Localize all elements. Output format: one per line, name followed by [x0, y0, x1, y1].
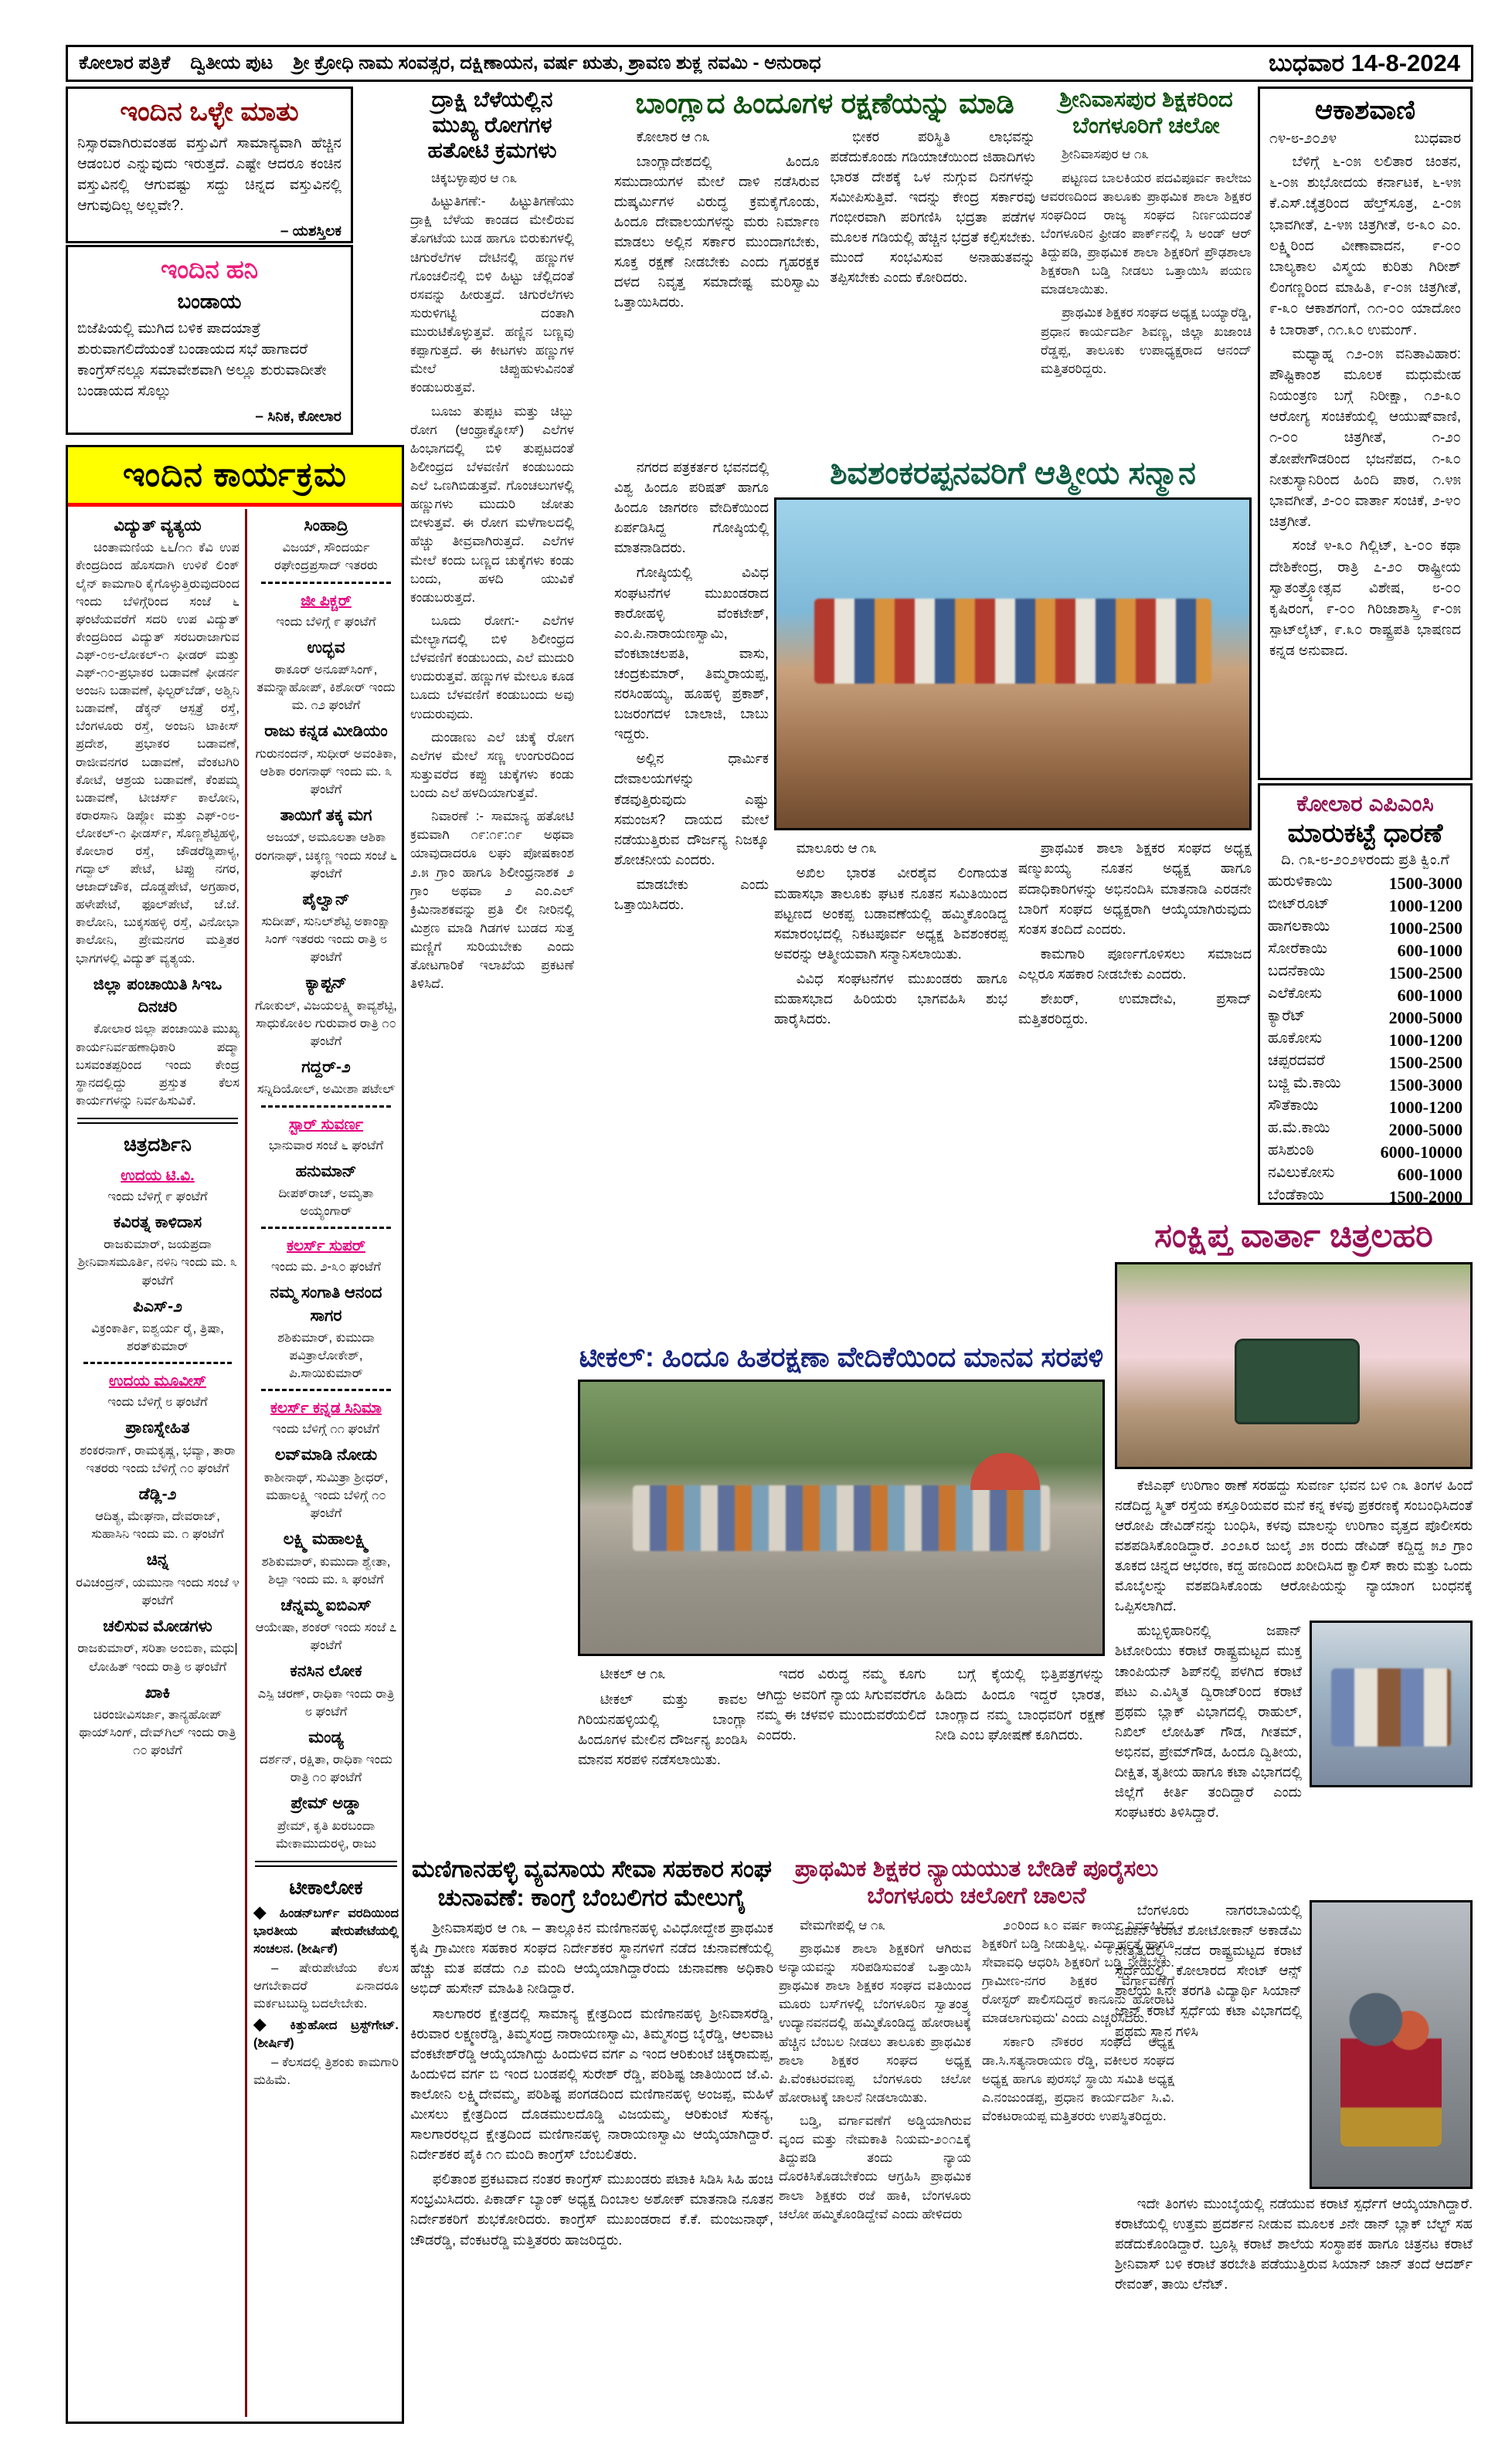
program-item: ಲವ್‌ಮಾಡಿ ನೋಡು [274, 1446, 378, 1464]
market-row [1268, 1074, 1463, 1096]
paragraph: ಸಾಲಗಾರರ ಕ್ಷೇತ್ರದಲ್ಲಿ ಸಾಮಾನ್ಯ ಕ್ಷೇತ್ರದಿಂದ ಮಣಿಗಾನಹಳ್ಳಿ ಶ್ರೀನಿವಾಸರೆಡ್ಡಿ, ಕಿರುವಾರ ಲಕ್ಷ್ಮಣರೆಡ್ಡಿ, ತಿಮ್ಮಸಂದ್ರ ನಾರಾಯಣಸ್ವಾಮಿ, ತಿಮ್ಮಸಂದ್ರ ಬೈರೆಡ್ಡಿ, ಆಲವಾಟ ವೆಂಕಟೇಶ್‌ರೆಡ್ಡಿ ಆಯ್ಕೆಯಾಗಿದ್ದು ಹಿಂದುಳಿದ ವರ್ಗ ಎ ಇಂದ ಆರಿಕುಂಟೆ ಚಿಕ್ಕರಾಮಪ್ಪ, ಹಿಂದುಳಿದ ವರ್ಗ ಬಿ ಇಂದ ಬಂಡಪಲ್ಲಿ ಸುರೇಶ್ ರೆಡ್ಡಿ, ಪರಿಶಿಷ್ಟ ಜಾತಿಯಿಂದ ಜೆ.ವಿ. ಕಾಲೋನಿ ಲಕ್ಷ್ಮಿದೇವಮ್ಮ, ಪರಿಶಿಷ್ಟ ಪಂಗಡದಿಂದ ಮಣಿಗಾನಹಳ್ಳಿ ಅಂಜಪ್ಪ, ಮಹಿಳೆ ಮೀಸಲು ಕ್ಷೇತ್ರದಿಂದ ದೊಡಮುಲದೊಡ್ಡಿ ವಿಜಯಮ್ಮ, ಆರಿಕುಂಟೆ ಸುಕನ್ಯ, ಸಾಲಗಾರರಲ್ಲದ ಕ್ಷೇತ್ರದಿಂದ ಮಣಿಗಾನಹಳ್ಳಿ ನಾರಾಯಣಸ್ವಾಮಿ ಆಯ್ಕೆಯಾಗಿದ್ದಾರೆ. ನಿರ್ದೇಶಕರ ಪೈಕಿ ೧೧ ಮಂದಿ ಕಾಂಗ್ರೆಸ್ ಬೆಂಬಲಿತರು. [410, 2005, 773, 2163]
price-range: 2000-5000 [1388, 1008, 1463, 1028]
police-station-photo [1115, 1262, 1473, 1469]
article-tekal [578, 1341, 1105, 1851]
market-row [1268, 872, 1463, 894]
program-item: ರಾಜಕುಮಾರ್, ಜಯಪ್ರದಾ ಶ್ರೀನಿವಾಸಮೂರ್ತಿ, ನಳಿನಿ ಇಂದು ಮ. ೩ ಘಂಟೆಗೆ [77, 1237, 238, 1288]
program-item: ರಾಜು ಕನ್ನಡ ಮೀಡಿಯಂ [264, 722, 388, 741]
program-item: ದೀಪಕ್‌ರಾಜ್, ಅಮೃತಾ ಅಯ್ಯಂಗಾರ್ [278, 1186, 374, 1219]
commodity-name: ಸೌತೆಕಾಯಿ [1268, 1097, 1319, 1115]
program-item: ಇಂದು ಬೆಳಿಗ್ಗೆ ೮ ಘಂಟೆಗೆ [107, 1395, 208, 1410]
article-bangla-continued [614, 457, 769, 1335]
program-item [261, 582, 391, 584]
program-item: ಗುರುನಂದನ್, ಸುಧೀರ್ ಅವಂತಿಕಾ, ಆಶಿಕಾ ರಂಗನಾಥ್ ಇಂದು ಮ. ೩ ಘಂಟೆಗೆ [255, 746, 397, 796]
market-row [1268, 1096, 1463, 1118]
hani-subtitle: ಬಂಡಾಯ [177, 290, 242, 313]
price-range: 1000-1200 [1388, 1098, 1463, 1118]
program-item: ನಮ್ಮ ಸಂಗಾತಿ ಆನಂದ ಸಾಗರ [270, 1284, 382, 1325]
hani-author: – ಸಿನಿಕ, ಕೋಲಾರ [255, 408, 341, 425]
program-item: ಕ್ಯಾಪ್ಟನ್ [305, 974, 347, 993]
teachers-col1 [779, 1916, 971, 2228]
shiva-col2 [1018, 838, 1252, 1033]
commodity-name: ಬದನೆಕಾಯಿ [1268, 962, 1326, 980]
program-item: ◆ ಹಿಂಡನ್‌ಬರ್ಗ್ ವರದಿಯಿಂದ ಭಾರತೀಯ ಷೇರುಪೇಟೆಯಲ್ಲಿ ಸಂಚಲನ. (ಶೀರ್ಷಿಕೆ) [253, 1906, 399, 1957]
program-item [261, 1105, 391, 1108]
program-item: ಡೆಡ್ಲಿ-೨ [138, 1485, 177, 1503]
program-item: ಉದಯ ಟಿ.ವಿ. [121, 1166, 195, 1184]
market-row [1268, 917, 1463, 939]
paragraph: ಮಾಲೂರು ಆ ೧೩ [796, 840, 877, 857]
paragraph: ಅಲ್ಲಿನ ಧಾರ್ಮಿಕ ದೇವಾಲಯಗಳನ್ನು ಕೆಡವುತ್ತಿರುವುದು ಎಷ್ಟು ಸಮಂಜಸ? ದಾಯದ ಮೇಲೆ ನಡೆಯುತ್ತಿರುವ ದೌರ್ಜನ್ಯ ನಿಜಕ್ಕೂ ಶೋಚನೀಯ ಎಂದರು. [614, 751, 769, 867]
program-header [68, 447, 402, 507]
article-bangla [614, 87, 1035, 451]
program-item [77, 1118, 238, 1124]
commodity-name: ಬಜ್ಜಿ ಮೆ.ಕಾಯಿ [1268, 1074, 1341, 1092]
commodity-name: ನವಿಲುಕೋಸು [1268, 1164, 1335, 1182]
program-item: ಕೋಲಾರ ಜಿಲ್ಲಾ ಪಂಚಾಯಿತಿ ಮುಖ್ಯ ಕಾರ್ಯನಿರ್ವಹಣಾಧಿಕಾರಿ ಪದ್ಮಾ ಬಸವಂತಪ್ಪರಿಂದ ಇಂದು ಕೇಂದ್ರ ಸ್ಥಾನದಲ್ಲಿದ್ದು ಪ್ರಸ್ತುತ ಕೆಲಸ ಕಾರ್ಯಗಳನ್ನು ನಿರ್ವಹಿಸುವಿಕೆ. [76, 1022, 240, 1108]
award-ceremony-photo [1310, 1621, 1473, 1787]
program-item: ಕನಸಿನ ಲೋಕ [290, 1662, 362, 1681]
article-shivashankarappa [774, 454, 1252, 1336]
program-divider [245, 509, 247, 2417]
schedule-paragraph: ಮಧ್ಯಾಹ್ನ ೧೨-೦೫ ವನಿತಾವಿಹಾರ: ಪೌಷ್ಟಿಕಾಂಶ ಮೂಲಕ ಮಧುಮೇಹ ನಿಯಂತ್ರಣ ಬಗ್ಗೆ ನಿರೀಕ್ಷಾ, ೧೨-೩೦ ಆರೋಗ್ಯ ಸಂಚಿಕೆಯಲ್ಲಿ ಆಯುಷ್‌ವಾಣಿ, ೧-೦೦ ಚಿತ್ರಗೀತೆ, ೧-೨೦ ತೋಪೇಗೌಡರಿಂದ ಭಜನೆಪದ, ೧-೩೦ ನೀತುಸ್ಯಾನಿರಿಂದ ಹಿಂದಿ ಪಾಠ, ೧.೪೫ ಭಾವಗೀತೆ, ೨-೦೦ ವಾರ್ತಾ ಸಂಚಿಕೆ, ೨-೪೦ ಚಿತ್ರಗೀತೆ. [1269, 344, 1461, 530]
program-item: ಪೈಲ್ವಾನ್ [302, 890, 350, 908]
market-row [1268, 984, 1463, 1006]
program-columns [68, 509, 402, 2417]
tekal-headline: ಟೀಕಲ್: ಹಿಂದೂ ಹಿತರಕ್ಷಣಾ ವೇದಿಕೆಯಿಂದ ಮಾನವ ಸರಪಳಿ [579, 1341, 1104, 1373]
section-chitralahari [1115, 1217, 1473, 1895]
program-item: ವಿಜಯ್, ಸೌಂದರ್ಯ ರಘೇಂದ್ರಪ್ರಸಾದ್ ಇತರರು [274, 541, 378, 573]
program-item: ಸಿಂಹಾದ್ರಿ [304, 517, 348, 535]
tekal-col2 [756, 1664, 926, 1773]
commodity-name: ಹ.ಮೆ.ಕಾಯಿ [1268, 1119, 1330, 1137]
felicitation-group-photo [774, 497, 1252, 830]
paragraph: ಭೀಕರ ಪರಿಸ್ಥಿತಿ ಲಾಭವನ್ನು ಪಡೆದುಕೊಂಡು ಗಡಿಯಾಚೆಯಿಂದ ಜಿಹಾದಿಗಳು ಭಾರತ ದೇಶಕ್ಕೆ ಒಳ ನುಗ್ಗುವ ದಿನಗಳನ್ನು ಸಮೀಪಿಸುತ್ತಿವೆ. ಇದನ್ನು ಕೇಂದ್ರ ಸರ್ಕಾರವು ಗಂಭೀರವಾಗಿ ಪರಿಗಣಿಸಿ ಭದ್ರತಾ ಪಡೆಗಳ ಮೂಲಕ ಗಡಿಯಲ್ಲಿ ಹೆಚ್ಚಿನ ಭದ್ರತೆ ಕಲ್ಪಿಸಬೇಕು. ಮುಂದೆ ಸಂಭವಿಸುವ ಅನಾಹುತವನ್ನು ತಪ್ಪಿಸಬೇಕು ಎಂದು ಕೋರಿದರು. [830, 128, 1035, 286]
paragraph: ನಿವಾರಣೆ :- ಸಾಮಾನ್ಯ ಹತೋಟಿ ಕ್ರಮವಾಗಿ ೧೯:೧೯:೧೯ ಅಥವಾ ಯಾವುದಾದರೂ ಲಘು ಪೋಷಕಾಂಶ ೨.೫ ಗ್ರಾಂ ಹಾಗೂ ಶಿಲೀಂಧ್ರನಾಶಕ ೨ ಗ್ರಾಂ ಅಥವಾ ೨ ಎಂ.ಎಲ್ ಕ್ರಿಮಿನಾಶಕವನ್ನು ಪ್ರತಿ ಲೀ ನೀರಿನಲ್ಲಿ ಮಿಶ್ರಣ ಮಾಡಿ ಗಿಡಗಳ ಬುಡದ ಸುತ್ತ ಮಣ್ಣಿಗೆ ಸುರಿಯಬೇಕು ಎಂದು ತೋಟಗಾರಿಕೆ ಇಲಾಖೆಯ ಪ್ರಕಟಣೆ ತಿಳಿಸಿದೆ. [410, 809, 574, 992]
market-row [1268, 1163, 1463, 1186]
program-item: ಕಲರ್ಸ್ ಕನ್ನಡ ಸಿನಿಮಾ [270, 1400, 382, 1417]
program-item: ಜಿಲ್ಲಾ ಪಂಚಾಯಿತಿ ಸಿಇಒ ದಿನಚರಿ [93, 975, 223, 1016]
bangla-headline: ಬಾಂಗ್ಲಾದ ಹಿಂದೂಗಳ ರಕ್ಷಣೆಯನ್ನು ಮಾಡಿ [635, 87, 1014, 119]
program-item: – ಷೇರುಪೇಟೆಯ ಕೆಲಸ ಆಗಬೇಕಾದರೆ ಏನಾದರೂ ಮರ್ಕಟಬುದ್ಧಿ ಬದಲೇಬೇಕು. [253, 1961, 399, 2011]
karate-closing-paragraph: ಇದೇ ತಿಂಗಳು ಮುಂಬೈಯಲ್ಲಿ ನಡೆಯುವ ಕರಾಟೆ ಸ್ಪರ್ಧೆಗೆ ಆಯ್ಕೆಯಾಗಿದ್ದಾರೆ. ಕರಾಟೆಯಲ್ಲಿ ಉತ್ತಮ ಪ್ರದರ್ಶನ ನೀಡುವ ಮೂಲಕ ೨ನೇ ಡಾನ್ ಬ್ಲಾಕ್ ಬೆಲ್ಟ್ ಸಹ ಪಡೆದುಕೊಂಡಿದ್ದಾರೆ. ಬ್ರೂಸ್ಲಿ ಕರಾಟೆ ಶಾಲೆಯ ಸಂಸ್ಥಾಪಕ ಹಾಗೂ ಚಿತ್ರನಟ ಕರಾಟೆ ಶ್ರೀನಿವಾಸ್ ಬಳಿ ಕರಾಟೆ ತರಬೇತಿ ಪಡೆಯುತ್ತಿರುವ ಸಿಯಾನ್ ಜಾನ್ ತಂದೆ ಆದರ್ಶ್ ರೇವಂತ್, ತಾಯಿ ಲೆನೆಟ್. [1115, 2196, 1473, 2293]
market-row [1268, 894, 1463, 917]
program-item: ಚಿಂತಾಮಣಿಯ ೬೬/೧೧ ಕೆವಿ ಉಪ ಕೇಂದ್ರದಿಂದ ಹೊಸದಾಗಿ ಉಳಿಕೆ ಲಿಂಕ್ ಲೈನ್ ಕಾಮಗಾರಿ ಕೈಗೊಳ್ಳುತ್ತಿರುವುದರಿಂದ ಇಂದು ಬೆಳಿಗ್ಗೆರಿಂದ ಸಂಜೆ ೬ ಘಂಟೆಯವರೆಗೆ ಸದರಿ ಉಪ ವಿದ್ಯುತ್ ಕೇಂದ್ರದಿಂದ ವಿದ್ಯುತ್ ಸರಬರಾಜಾಗುವ ಎಫ್-೦೮-ಲೋಕಲ್-೧ ಫೀಡರ್ ಮತ್ತು ಎಫ್-೧೦-ಪ್ರಭಾಕರ ಬಡಾವಣೆ ಫೀಡರ್ನ ಅಂಜನಿ ಬಡಾವಣೆ, ಫಿಲ್ಟರ್‌ಬೆಡ್, ಅಶ್ವಿನಿ ಬಡಾವಣೆ, ಡೆಕ್ಕನ್ ಆಸ್ಪತ್ರೆ ರಸ್ತೆ, ಬೆಂಗಳೂರು ರಸ್ತೆ, ಅಂಜನಿ ಟಾಕೀಸ್ ಪ್ರದೇಶ, ಪ್ರಭಾಕರ ಬಡಾವಣೆ, ರಾಜೀವನಗರ ಬಡಾವಣೆ, ವೆಂಕಟಗಿರಿ ಕೋಟೆ, ಆಶ್ರಯ ಬಡಾವಣೆ, ಕೆಂಪಮ್ಮ ಬಡಾವಣೆ, ಟೀಚರ್ಸ್ ಕಾಲೋನಿ, ಕರಾರಸಾನಿ ಡಿಪ್ಲೋ ಮತ್ತು ಎಫ್-೦೮-ಲೋಕಲ್-೧ ಫೀಡರ್ಸ್, ಸೊಣ್ಣಶೆಟ್ಟಿಹಳ್ಳಿ, ಕೋಲಾರ ರಸ್ತೆ, ಚೌಡರೆಡ್ಡಿಪಾಳ್ಯ, ಗದ್ವಾಲ್ ಪೇಟೆ, ಟಿಪ್ಪು ನಗರ, ಆಜಾದ್‌ಚೌಕ, ದೊಡ್ಡಪೇಟೆ, ಅಗ್ರಹಾರ, ಹಳೇಪೇಟೆ, ಫೂಲ್‌ಪೇಟೆ, ಜೆ.ಜೆ. ಕಾಲೋನಿ, ಬುಕ್ಕಸಹಳ್ಳಿ ರಸ್ತೆ, ವಿನೋಭಾ ಕಾಲೋನಿ, ಪ್ರೇಮನಗರ ಮತ್ತಿತರ ಭಾಗಗಳಲ್ಲಿ ವಿದ್ಯುತ್ ವ್ಯತ್ಯಯ. [76, 541, 240, 966]
program-item: ರಾಜಕುಮಾರ್, ಸರಿತಾ ಅಂಬಿಕಾ, ಮಧು|ಲೋಹಿತ್ ಇಂದು ರಾತ್ರಿ ೮ ಘಂಟೆಗೆ [77, 1641, 238, 1674]
bangla-col1 [614, 127, 820, 317]
panchanga-line: ಶ್ರೀ ಕ್ರೋಧಿ ನಾಮ ಸಂವತ್ಸರ, ದಕ್ಷಿಣಾಯನ, ವರ್ಷ ಋತು, ಶ್ರಾವಣ ಶುಕ್ಲ ನವಮಿ - ಅನುರಾಧ [293, 53, 821, 73]
paragraph: ಪ್ರಾಥಮಿಕ ಶಾಲಾ ಶಿಕ್ಷಕರ ಸಂಘದ ಅಧ್ಯಕ್ಷ ಷಣ್ಮುಖಯ್ಯ ನೂತನ ಅಧ್ಯಕ್ಷ ಹಾಗೂ ಪದಾಧಿಕಾರಿಗಳನ್ನು ಅಭಿನಂದಿಸಿ ಮಾತನಾಡಿ ಎರಡನೇ ಬಾರಿಗೆ ಸಂಘದ ಅಧ್ಯಕ್ಷರಾಗಿ ಆಯ್ಕೆಯಾಗಿರುವುದು ಸಂತಸ ತಂದಿದೆ ಎಂದರು. [1018, 840, 1252, 937]
paragraph: ಶೇಖರ್, ಉಮಾದೇವಿ, ಪ್ರಸಾದ್ ಮತ್ತಿತರರಿದ್ದರು. [1018, 991, 1252, 1027]
paragraph: ಬಾಂಗ್ಲಾದೇಶದಲ್ಲಿ ಹಿಂದೂ ಸಮುದಾಯಗಳ ಮೇಲೆ ದಾಳಿ ನಡೆಸಿರುವ ದುಷ್ಕರ್ಮಿಗಳ ವಿರುದ್ಧ ಕ್ರಮಕೈಗೊಂಡು, ಹಿಂದೂ ದೇವಾಲಯಗಳನ್ನು ಮರು ನಿರ್ಮಾಣ ಮಾಡಲು ಅಲ್ಲಿನ ಸರ್ಕಾರ ಮುಂದಾಗಬೇಕು, ಸೂಕ್ತ ರಕ್ಷಣೆ ನೀಡಬೇಕು ಎಂದು ಗೃಹರಕ್ಷಕ ದಳದ ನಿವೃತ್ತ ಸಮಾದೇಷ್ಟ ಮರಿಸ್ವಾಮಿ ಒತ್ತಾಯಿಸಿದರು. [614, 153, 820, 311]
kgf-theft-paragraph: ಕೆಜಿಎಫ್ ಉರಿಗಾಂ ಠಾಣೆ ಸರಹದ್ದು ಸುವರ್ಣ ಭವನ ಬಳಿ ೧೩ ತಿಂಗಳ ಹಿಂದೆ ನಡೆದಿದ್ದ ಸ್ಮಿತ್ ರಸ್ತೆಯ ಕಸ್ತೂರಿಯವರ ಮನೆ ಕನ್ನ ಕಳವು ಪ್ರಕರಣಕ್ಕೆ ಸಂಬಂಧಿಸಿದಂತೆ ಆರೋಪಿ ಡೇವಿಡ್‌ನನ್ನು ಬಂಧಿಸಿ, ಕಳವು ಮಾಲನ್ನು ಉರಿಗಾಂ ವೃತ್ತದ ಪೊಲೀಸರು ವಶಪಡಿಸಿಕೊಂಡಿದ್ದಾರೆ. ೨೦೨೩ರ ಜುಲೈ ೨೫ ರಂದು ಡೇವಿಡ್ ಕದ್ದಿದ್ದ ೫೨ ಗ್ರಾಂ ತೂಕದ ಚಿನ್ನದ ಆಭರಣ, ಕದ್ದ ಹಣದಿಂದ ಖರೀದಿಸಿದ ಕ್ವಾಲಿಸ್ ಕಾರು ಮತ್ತು ಒಂದು ಮೊಬೈಲನ್ನು ವಶಪಡಿಸಿಕೊಂಡು ಆರೋಪಿಯನ್ನು ನ್ಯಾಯಾಂಗ ಬಂಧನಕ್ಕೆ ಒಪ್ಪಿಸಲಾಗಿದೆ. [1115, 1477, 1473, 1614]
program-item: ಇಂದು ಬೆಳಿಗ್ಗೆ ೯ ಘಂಟೆಗೆ [107, 1189, 208, 1203]
program-item: ಅಜಯ್, ಅಮೂಲತಾ ಆಶಿಕಾ ರಂಗನಾಥ್, ಚಿಕ್ಕಣ್ಣ ಇಂದು ಸಂಜೆ ೬ ಘಂಟೆಗೆ [255, 830, 397, 881]
tekal-col1 [578, 1664, 747, 1773]
paragraph: ಪಟ್ಟಣದ ಬಾಲಕಿಯರ ಪದವಿಪೂರ್ವ ಕಾಲೇಜು ಆವರಣದಿಂದ ತಾಲೂಕು ಪ್ರಾಥಮಿಕ ಶಾಲಾ ಶಿಕ್ಷಕರ ಸಂಘದಿಂದ ರಾಜ್ಯ ಸಂಘದ ನಿರ್ಣಯದಂತೆ ಬೆಂಗಳೂರಿನ ಫ್ರೀಡಂ ಪಾರ್ಕ್‌ನಲ್ಲಿ ಸಿ ಅಂಡ್ ಆರ್ ತಿದ್ದುಪಡಿ, ಪ್ರಾಥಮಿಕ ಶಾಲಾ ಶಿಕ್ಷಕರಿಗೆ ಪ್ರೌಢಶಾಲಾ ಶಿಕ್ಷಕರಾಗಿ ಬಡ್ತಿ ನೀಡಲು ಒತ್ತಾಯಿಸಿ ಪಯಣ ಮಾಡಲಾಯಿತು. [1041, 170, 1252, 297]
market-row [1268, 962, 1463, 984]
market-row [1268, 1051, 1463, 1074]
program-item: ಇಂದು ಬೆಳಿಗ್ಗೆ ೧೧ ಘಂಟೆಗೆ [272, 1422, 380, 1437]
program-item: ಆಯೇಷಾ, ಶಂಕರ್ ಇಂದು ಸಂಜೆ ೭ ಘಂಟೆಗೆ [255, 1621, 397, 1653]
commodity-name: ಹಾಗಲಕಾಯಿ [1268, 918, 1330, 935]
program-item: ಚೆನ್ನಮ್ಮ ಐಬಿಎಸ್ [280, 1596, 372, 1614]
program-item: ಪಿಎಸ್-೨ [133, 1297, 182, 1315]
market-table [1268, 872, 1463, 1205]
karate-shotokan-paragraph: ಬೆಂಗಳೂರು ನಾಗರಬಾವಿಯಲ್ಲಿ ಜಪಾನ್ ಕರಾಟೆ ಶೋಟೋಕಾನ್ ಅಕಾಡೆಮಿ ನೇತೃತ್ವದಲ್ಲಿ ನಡೆದ ರಾಷ್ಟ್ರಮಟ್ಟದ ಕರಾಟೆ ಸ್ಪರ್ಧೆಯಲ್ಲಿ ಕೋಲಾರದ ಸೇಂಟ್ ಆನ್ಸ್ ಶಾಲೆಯ ೩ನೇ ತರಗತಿ ವಿದ್ಯಾರ್ಥಿ ಸಿಯಾನ್ ಜಾನ್ ಕರಾಟೆ ಸ್ಪರ್ಧೆಯ ಕಟಾ ವಿಭಾಗದಲ್ಲಿ ಪ್ರಥಮ ಸ್ಥಾನ ಗಳಿಸಿ [1115, 1902, 1302, 2039]
akashavani-box [1258, 87, 1473, 780]
human-chain-photo [578, 1380, 1105, 1656]
commodity-name: ಹಸಿಶುಂಠಿ [1268, 1142, 1314, 1159]
program-item: ಪ್ರೇಮ್ ಅಡ್ಡಾ [290, 1794, 362, 1813]
apmc-title: ಕೋಲಾರ ಎಪಿಎಂಸಿ [1296, 792, 1434, 816]
paragraph: ಕೋಲಾರ ಆ ೧೩ [636, 128, 710, 144]
program-item: ಶಶಿಕುಮಾರ್, ಕುಮುದಾ ಶ್ವೇತಾ, ಶಿಲ್ಪಾ ಇಂದು ಮ. ೩ ಘಂಟೆಗೆ [261, 1554, 391, 1587]
srini-headline: ಶ್ರೀನಿವಾಸಪುರ ಶಿಕ್ಷಕರಿಂದ ಬೆಂಗಳೂರಿಗೆ ಚಲೋ [1059, 87, 1233, 139]
akashavani-day: ಬುಧವಾರ [1414, 131, 1461, 147]
price-range: 2000-5000 [1388, 1120, 1463, 1140]
program-item: ಚಿರಂಜೀವಿಸರ್ಜಾ, ತಾನ್ಯಹೋಪ್ ಥಾಯ್‌ಸಿಂಗ್, ದೇವ್‌ಗಿಲ್ ಇಂದು ರಾತ್ರಿ ೧೦ ಘಂಟೆಗೆ [79, 1708, 236, 1758]
program-right-column [253, 509, 399, 2417]
program-item: – ಕೆಲಸದಲ್ಲಿ ತ್ರಿಶಂಕು ಕಾಮಗಾರಿ ಮಹಿಮೆ. [253, 2055, 399, 2087]
program-item: ಸನ್ನಿದಿಯೋಲ್, ಅಮೀಶಾ ಪಟೇಲ್ [256, 1082, 396, 1097]
paragraph: ಬೂದು ರೋಗ:- ಎಲೆಗಳ ಮೇಲ್ಭಾಗದಲ್ಲಿ ಬಿಳಿ ಶಿಲೀಂಧ್ರದ ಬೆಳವಣಿಗೆ ಕಂಡುಬಂದು, ಎಲೆ ಮುದುರಿ ಉದುರುತ್ತವೆ. ಹಣ್ಣುಗಳ ಮೇಲೂ ಕೂಡ ಬೂದು ಬೆಳವಣಿಗೆ ಕಂಡುಬಂದು ಅವು ಉದುರುವುದು. [410, 613, 574, 721]
drakshi-body [410, 169, 574, 993]
manigana-body [410, 1918, 773, 2250]
paragraph: ನಗರದ ಪತ್ರಕರ್ತರ ಭವನದಲ್ಲಿ ವಿಶ್ವ ಹಿಂದೂ ಪರಿಷತ್ ಹಾಗೂ ಹಿಂದೂ ಜಾಗರಣ ವೇದಿಕೆಯಿಂದ ಏರ್ಪಡಿಸಿದ್ದ ಗೋಷ್ಠಿಯಲ್ಲಿ ಮಾತನಾಡಿದರು. [614, 460, 769, 556]
manigana-headline: ಮಣಿಗಾನಹಳ್ಳಿ ವ್ಯವಸಾಯ ಸೇವಾ ಸಹಕಾರ ಸಂಘ ಚುನಾವಣೆ: ಕಾಂಗ್ರೆ ಬೆಂಬಲಿಗರ ಮೇಲುಗೈ [411, 1855, 773, 1911]
paragraph: ಟೀಕಲ್ ಆ ೧೩ [600, 1666, 666, 1682]
program-item: ಇಂದು ಬೆಳಿಗ್ಗೆ ೯ ಘಂಟೆಗೆ [276, 614, 376, 629]
program-item: ಭಾನುವಾರ ಸಂಜೆ ೬ ಘಂಟೆಗೆ [268, 1138, 384, 1152]
program-left-column [76, 509, 240, 2417]
paragraph: ಸರ್ಕಾರಿ ನೌಕರರ ಸಂಘದ ಅಧ್ಯಕ್ಷ ಡಾ.ಸಿ.ಸತ್ಯನಾರಾಯಣ ರೆಡ್ಡಿ, ವಕೀಲರ ಸಂಘದ ಅಧ್ಯಕ್ಷ ಹಾಗೂ ಪುರಸಭೆ ಸ್ಥಾಯಿ ಸಮಿತಿ ಅಧ್ಯಕ್ಷ ಎ.ನಂಜುಂಡಪ್ಪ, ಪ್ರಧಾನ ಕಾರ್ಯದರ್ಶಿ ಸಿ.ವಿ. ವೆಂಕಟರಾಯಪ್ಪ ಮತ್ತಿತರರು ಉಪಸ್ಥಿತರಿದ್ದರು. [982, 2034, 1174, 2124]
program-item: ಉದ್ಭವ [307, 638, 345, 657]
program-item: ಚಲಿಸುವ ಮೋಡಗಳು [103, 1617, 212, 1636]
program-item: ಮಂಡ್ಯ [308, 1728, 344, 1746]
edition-date: ಬುಧವಾರ 14-8-2024 [1268, 49, 1460, 76]
program-item: ಪ್ರಾಣಸ್ನೇಹಿತ [125, 1419, 190, 1437]
market-box [1258, 783, 1473, 1205]
program-item: ಚಿತ್ರದರ್ಶಿನಿ [124, 1133, 192, 1156]
program-item: ದರ್ಶನ್, ರಕ್ಷಿತಾ, ರಾಧಿಕಾ ಇಂದು ರಾತ್ರಿ ೧೦ ಘಂಟೆಗೆ [260, 1753, 392, 1785]
article-manigana [410, 1855, 773, 2422]
paragraph: ಮಾಡಬೇಕು ಎಂದು ಒತ್ತಾಯಿಸಿದರು. [614, 876, 769, 912]
program-item: ರವಿಚಂದ್ರನ್, ಯಮುನಾ ಇಂದು ಸಂಜೆ ೪ ಘಂಟೆಗೆ [76, 1575, 240, 1607]
paragraph: ಕಾಮಗಾರಿ ಪೂರ್ಣಗೊಳಿಸಲು ಸಮಾಜದ ಎಲ್ಲರೂ ಸಹಕಾರ ನೀಡಬೇಕು ಎಂದರು. [1018, 945, 1252, 982]
hani-body: ಬಿಜೆಪಿಯಲ್ಲಿ ಮುಗಿದ ಬಳಿಕ ಪಾದಯಾತ್ರೆ ಶುರುವಾಗಲಿದೆಯಂತೆ ಬಂಡಾಯದ ಸಭೆ ಹಾಗಾದರೆ ಕಾಂಗ್ರೆಸ್‌ನಲ್ಲೂ ಸಮಾವೇಶವಾಗಿ ಅಲ್ಲೂ ಶುರುವಾದೀತೇ ಬಂಡಾಯದ ಸೊಲ್ಲು [77, 321, 327, 399]
price-range: 6000-10000 [1380, 1142, 1463, 1162]
price-range: 1000-2500 [1388, 918, 1463, 938]
market-title: ಮಾರುಕಟ್ಟೆ ಧಾರಣೆ [1287, 819, 1443, 848]
program-item: ಹನುಮಾನ್ [295, 1162, 357, 1180]
bangla-col2 [831, 127, 1036, 317]
market-row [1268, 1029, 1463, 1051]
market-row [1268, 1141, 1463, 1163]
article-srinivasapura-chalo [1041, 87, 1252, 450]
program-item: ಕಲರ್ಸ್ ಸುಪರ್ [287, 1237, 365, 1255]
paragraph: ಟೀಕಲ್ ಮತ್ತು ಕಾವಲ ಗಿರಿಯನಹಳ್ಳಿಯಲ್ಲಿ ಬಾಂಗ್ಲಾ ಹಿಂದೂಗಳ ಮೇಲಿನ ದೌರ್ಜನ್ಯ ಖಂಡಿಸಿ ಮಾನವ ಸರಪಳಿ ನಡೆಸಲಾಯಿತು. [578, 1691, 748, 1767]
program-item: ಶಂಕರನಾಗ್, ರಾಮಕೃಷ್ಣ, ಭವ್ಯಾ, ತಾರಾ ಇತರರು ಇಂದು ಬೆಳಿಗ್ಗೆ ೧೦ ಘಂಟೆಗೆ [80, 1443, 236, 1475]
market-row [1268, 1186, 1463, 1205]
karate-shitoryu-paragraph: ಹುಬ್ಬಳ್ಳಿಹಾರಿನಲ್ಲಿ ಜಪಾನ್ ಶಿಟೋರಿಯು ಕರಾಟೆ ರಾಷ್ಟ್ರಮಟ್ಟದ ಮುಕ್ತ ಚಾಂಪಿಯನ್ ಶಿಪ್‌ನಲ್ಲಿ ಪಳಗಿದ ಕರಾಟೆ ಪಟು ಎ.ವಿಸ್ಮಿತ ದ್ವಿರಾಜ್‌ರಿಂದ ಕರಾಟೆ ಪ್ರಥಮ ಬ್ಲಾಕ್ ವಿಭಾಗದಲ್ಲಿ ರಾಹುಲ್, ನಿಖಿಲ್ ಲೋಹಿತ್ ಗೌಡ, ಗೀತಮ್, ಅಭಿನವ, ಪ್ರೇಮ್‌ಗೌಡ, ಹಿಂದೂ ದ್ವಿತೀಯ, ದೀಕ್ಷಿತ, ತೃತೀಯ ಹಾಗೂ ಕಟಾ ವಿಭಾಗದಲ್ಲಿ ಜಿಲ್ಲೆಗೆ ಕೀರ್ತಿ ತಂದಿದ್ದಾರೆ ಎಂದು ಸಂಘಟಕರು ತಿಳಿಸಿದ್ದಾರೆ. [1115, 1623, 1302, 1821]
program-item: ಕಾಶೀನಾಥ್, ಸುಮಿತ್ರಾ ಶ್ರೀಧರ್, ಮಹಾಲಕ್ಷ್ಮಿ ಇಂದು ಬೆಳಿಗ್ಗೆ ೧೦ ಘಂಟೆಗೆ [263, 1470, 389, 1521]
program-item: ಶಶಿಕುಮಾರ್, ಕುಮುದಾ ಪವಿತ್ರಾಲೋಕೇಶ್, ಪಿ.ಸಾಯಿಕುಮಾರ್ [277, 1331, 375, 1381]
schedule-paragraph: ಸಂಜೆ ೪-೩೦ ಗಿಲ್ಲಿಟ್, ೬-೦೦ ಕಥಾ ದೇಶಿಕೇಂದ್ರ, ರಾತ್ರಿ ೭-೨೦ ರಾಷ್ಟ್ರೀಯ ಸ್ವಾತಂತ್ರ್ಯೋತ್ಸವ ವಿಶೇಷ, ೮-೦೦ ಕೃಷಿರಂಗ, ೯-೦೦ ಗಿರಿಜಾಶಾಸ್ತ್ರಿ ೯-೦೫ ಸ್ಪಾಟ್‌ಲೈಟ್, ೯.೩೦ ರಾಷ್ಟ್ರಪತಿ ಭಾಷಣದ ಕನ್ನಡ ಅನುವಾದ. [1269, 537, 1461, 659]
paragraph: ವಿವಿಧ ಸಂಘಟನೆಗಳ ಮುಖಂಡರು ಹಾಗೂ ಮಹಾಸಭಾದ ಹಿರಿಯರು ಭಾಗವಹಿಸಿ ಶುಭ ಹಾರೈಸಿದರು. [774, 970, 1007, 1027]
program-item: ಠಾಕೂರ್ ಅನೂಪ್‌ಸಿಂಗ್, ತಮನ್ನಾಹೋಪ್, ಕಿಶೋರ್ ಇಂದು ಮ. ೧೨ ಘಂಟೆಗೆ [256, 663, 396, 713]
chitralahari-title: ಸಂಕ್ಷಿಪ್ತ ವಾರ್ತಾ ಚಿತ್ರಲಹರಿ [1154, 1217, 1433, 1254]
program-item: ಗೋಕುಲ್, ವಿಜಯಲಕ್ಷ್ಮಿ ಕಾವ್ಯಶೆಟ್ಟಿ, ಸಾಧುಕೋಕಿಲ ಗುರುವಾರ ರಾತ್ರಿ ೧೦ ಘಂಟೆಗೆ [255, 998, 397, 1048]
program-item: ಜೀ ಪಿಕ್ಚರ್ [301, 592, 352, 609]
paragraph: ಗೋಷ್ಠಿಯಲ್ಲಿ ವಿವಿಧ ಸಂಘಟನೆಗಳ ಮುಖಂಡರಾದ ಕಾರೋಹಳ್ಳಿ ವೆಂಕಟೇಶ್, ಎಂ.ಪಿ.ನಾರಾಯಣಸ್ವಾಮಿ, ವೆಂಕಟಾಚಲಪತಿ, ವಾಸು, ಚಂದ್ರಕುಮಾರ್, ತಿಮ್ಮರಾಯಪ್ಪ, ನರಸಿಂಹಯ್ಯ, ಹೂಹಳ್ಳಿ ಪ್ರಕಾಶ್, ಬಜರಂಗದಳ ಬಾಲಾಜಿ, ಬಾಬು ಇದ್ದರು. [614, 565, 769, 742]
masthead [66, 45, 1473, 82]
paragraph: ಬಡ್ತಿ, ವರ್ಗಾವಣೆಗೆ ಅಡ್ಡಿಯಾಗಿರುವ ವೃಂದ ಮತ್ತು ನೇಮಕಾತಿ ನಿಯಮ-೨೦೧೭ಕ್ಕೆ ತಿದ್ದುಪಡಿ ತಂದು ನ್ಯಾಯ ದೊರಕಿಸಿಕೊಡಬೇಕೆಂದು ಆಗ್ರಹಿಸಿ ಪ್ರಾಥಮಿಕ ಶಾಲಾ ಶಿಕ್ಷಕರು ರಜೆ ಹಾಕಿ, ಬೆಂಗಳೂರು ಚಲೋ ಹಮ್ಮಿಕೊಂಡಿದ್ದೇವೆ ಎಂದು ಹೇಳಿದರು [779, 2113, 971, 2221]
family-trophy-photo [1310, 1900, 1473, 2189]
paragraph: ಬಗ್ಗೆ ಕೈಯಲ್ಲಿ ಭಿತ್ತಿಪತ್ರಗಳನ್ನು ಹಿಡಿದು ಹಿಂದೂ ಇದ್ದರೆ ಭಾರತ, ಬಾಂಗ್ಲಾದ ನಮ್ಮ ಬಾಂಧವರಿಗೆ ರಕ್ಷಣೆ ನೀಡಿ ಎಂಬ ಘೋಷಣೆ ಕೂಗಿದರು. [935, 1666, 1105, 1743]
commodity-name: ಹುರುಳಿಕಾಯಿ [1268, 873, 1333, 890]
program-item: ಚಿನ್ನ [146, 1551, 169, 1570]
program-item: ಎಸ್ಪಿ ಚರಣ್, ರಾಧಿಕಾ ಇಂದು ರಾತ್ರಿ ೮ ಘಂಟೆಗೆ [257, 1686, 395, 1719]
program-item: ಲಕ್ಷ್ಮಿ ಮಹಾಲಕ್ಷ್ಮಿ [283, 1530, 369, 1549]
commodity-name: ಹೂಕೋಸು [1268, 1030, 1323, 1047]
paragraph: ಚಿಕ್ಕಬಳ್ಳಾಪುರ ಆ ೧೩ [431, 171, 518, 186]
drakshi-headline: ದ್ರಾಕ್ಷಿ ಬೆಳೆಯಲ್ಲಿನ ಮುಖ್ಯ ರೋಗಗಳ ಹತೋಟಿ ಕ್ರಮಗಳು [427, 87, 557, 163]
commodity-name: ಸೋರೆಕಾಯಿ [1268, 940, 1327, 958]
price-range: 600-1000 [1397, 1165, 1463, 1185]
paragraph: ಶ್ರೀನಿವಾಸಪುರ ಆ ೧೩ [1062, 147, 1150, 162]
program-item: ಪ್ರೇಮ್, ಕೃತಿ ಖರಬಂದಾ ಮೇಕಾಮುದುರಳ್ಳಿ, ರಾಜು [275, 1818, 376, 1851]
program-item: ಆದಿತ್ಯ, ಮೇಘನಾ, ದೇವರಾಜ್, ಸುಹಾಸಿನಿ ಇಂದು ಮ. ೧ ಘಂಟೆಗೆ [91, 1509, 224, 1542]
good-word-body: ನಿಸ್ಸಾರವಾಗಿರುವಂತಹ ವಸ್ತುವಿಗೆ ಸಾಮಾನ್ಯವಾಗಿ ಹೆಚ್ಚಿನ ಆಡಂಬರ ಎನ್ನುವುದು ಇರುತ್ತದೆ. ಎಷ್ಟೇ ಆದರೂ ಕಂಚಿನ ವಸ್ತುವಿನಲ್ಲಿ ಆಗುವಷ್ಟು ಸದ್ದು ಚಿನ್ನದ ವಸ್ತುವಿನಲ್ಲಿ ಆಗುವುದಿಲ್ಲ ಅಲ್ಲವೇ?. [77, 135, 341, 214]
good-word-box [66, 87, 353, 243]
paragraph: ಬೂಜು ತುಪ್ಪಟ ಮತ್ತು ಚಿಬ್ಬು ರೋಗ (ಆಂಥ್ರಾಕ್ನೋಸ್) ಎಲೆಗಳ ಹಿಂಭಾಗದಲ್ಲಿ ಬಿಳಿ ತುಪ್ಪಟದಂತೆ ಶಿಲೀಂಧ್ರದ ಬೆಳವಣಿಗೆ ಕಂಡುಬಂದು ಎಲೆ ಒಣಗಿಬಿಡುತ್ತವೆ. ಗೊಂಚಲುಗಳಲ್ಲಿ ಹಣ್ಣುಗಳು ಮುದುರಿ ಜೋತು ಬೀಳುತ್ತವೆ. ಈ ರೋಗ ಮಳೆಗಾಲದಲ್ಲಿ ಹೆಚ್ಚು ತೀವ್ರವಾಗಿರುತ್ತದೆ. ಎಲೆಗಳ ಮೇಲೆ ಕಂದು ಬಣ್ಣದ ಚುಕ್ಕೆಗಳು ಕಂಡು ಬಂದು, ಹಳದಿ ಯುವಿಕೆ ಕಂಡುಬರುತ್ತದೆ. [410, 403, 574, 605]
paragraph: ಪ್ರಾಥಮಿಕ ಶಾಲಾ ಶಿಕ್ಷಕರಿಗೆ ಆಗಿರುವ ಅನ್ಯಾಯವನ್ನು ಸರಿಪಡಿಸುವಂತೆ ಒತ್ತಾಯಿಸಿ ಪ್ರಾಥಮಿಕ ಶಾಲಾ ಶಿಕ್ಷಕರ ಸಂಘದ ವತಿಯಿಂದ ಮೂರು ಬಸ್‌ಗಳಲ್ಲಿ ಬೆಂಗಳೂರಿನ ಸ್ವಾತಂತ್ರ್ಯ ಉದ್ಯಾನವನದಲ್ಲಿ ಹಮ್ಮಿಕೊಂಡಿದ್ದ ಹೋರಾಟಕ್ಕೆ ಹೆಚ್ಚಿನ ಬೆಂಬಲ ನೀಡಲು ತಾಲೂಕು ಪ್ರಾಥಮಿಕ ಶಾಲಾ ಶಿಕ್ಷಕರ ಸಂಘದ ಅಧ್ಯಕ್ಷ ಪಿ.ವೆಂಕಟರವಣಪ್ಪ ಬೆಂಗಳೂರು ಚಲೋ ಹೋರಾಟಕ್ಕೆ ಚಾಲನೆ ನೀಡಲಾಯಿತು. [779, 1940, 971, 2105]
program-item: ಉದಯ ಮೂವೀಸ್ [109, 1373, 206, 1390]
price-range: 1000-1200 [1388, 896, 1463, 916]
price-range: 1500-3000 [1388, 874, 1463, 893]
program-box [66, 445, 404, 2424]
shiva-col1 [774, 838, 1007, 1033]
market-row [1268, 1006, 1463, 1029]
paragraph: ಫಲಿತಾಂಶ ಪ್ರಕಟವಾದ ನಂತರ ಕಾಂಗ್ರೆಸ್ ಮುಖಂಡರು ಪಟಾಕಿ ಸಿಡಿಸಿ ಸಿಹಿ ಹಂಚಿ ಸಂಭ್ರಮಿಸಿದರು. ಪಿಕಾರ್ಡ್ ಬ್ಯಾಂಕ್ ಅಧ್ಯಕ್ಷ ದಿಂಬಾಲ ಅಶೋಕ್ ಮಾತನಾಡಿ ನೂತನ ನಿರ್ದೇಶಕರಿಗೆ ಶುಭಕೋರಿದರು. ಕಾಂಗ್ರೆಸ್ ಮುಖಂಡರಾದ ಕೆ.ಕೆ. ಮಂಜುನಾಥ್, ಚೌಡರೆಡ್ಡಿ, ವೆಂಕಟರೆಡ್ಡಿ ಮತ್ತಿತರರು ಹಾಜರಿದ್ದರು. [410, 2171, 773, 2248]
commodity-name: ಬೀಟ್‌ರೂಟ್ [1268, 895, 1330, 913]
akashavani-date: ೧೪-೮-೨೦೨೪ [1269, 131, 1337, 147]
shiva-headline: ಶಿವಶಂಕರಪ್ಪನವರಿಗೆ ಆತ್ಮೀಯ ಸನ್ಮಾನ [830, 455, 1196, 490]
paragraph: ಹಿಟ್ಟುತಿಗಣೆ:- ಹಿಟ್ಟುತಿಗಣೆಯು ದ್ರಾಕ್ಷಿ ಬೆಳೆಯ ಕಾಂಡದ ಮೇಲಿರುವ ತೊಗಟೆಯ ಬುಡ ಹಾಗೂ ಬಿರುಕುಗಳಲ್ಲಿ ಚಿಗುರೆಲೆಗಳ ದೇಟಿನಲ್ಲಿ ಹಣ್ಣುಗಳ ಗೊಂಚಲಿನಲ್ಲಿ ಬಿಳಿ ಹಿಟ್ಟು ಚೆಲ್ಲಿದಂತೆ ರಸವನ್ನು ಹೀರುತ್ತದೆ. ಚಿಗುರೆಲೆಗಳು ಸುರುಳಿಗಟ್ಟಿ ದಂತಾಗಿ ಮುರುಟಿಕೊಳ್ಳುತ್ತವೆ. ಹಣ್ಣಿನ ಬಣ್ಣವು ಕಪ್ಪಾಗುತ್ತದೆ. ಈ ಕೀಟಗಳು ಹಣ್ಣುಗಳ ಮೇಲೆ ಚಿಪ್ಪುಹುಳುವಿನಂತೆ ಕಂಡುಬರುತ್ತವೆ. [410, 194, 574, 395]
article-drakshi [410, 87, 574, 1852]
program-item [261, 1389, 391, 1391]
akashavani-title: ಆಕಾಶವಾಣಿ [1315, 95, 1415, 125]
paragraph: ದುಂಡಾಣು ಎಲೆ ಚುಕ್ಕೆ ರೋಗ ಎಲೆಗಳ ಮೇಲೆ ಸಣ್ಣ ಉಂಗುರದಿಂದ ಸುತ್ತುವರೆದ ಕಪ್ಪು ಚುಕ್ಕೆಗಳು ಕಂಡು ಬಂದು ಎಲೆ ಹಳದಿಯಾಗುತ್ತವೆ. [410, 729, 574, 801]
program-item: ಇಂದು ಮ. ೨-೩೦ ಘಂಟೆಗೆ [271, 1260, 381, 1274]
paragraph: ಅಖಿಲ ಭಾರತ ವೀರಶೈವ ಲಿಂಗಾಯತ ಮಹಾಸಭಾ ತಾಲೂಕು ಘಟಕ ನೂತನ ಸಮಿತಿಯಿಂದ ಪಟ್ಟಣದ ಅಂಕಪ್ಪ ಬಡಾವಣೆಯಲ್ಲಿ ಹಮ್ಮಿಕೊಂಡಿದ್ದ ಸಮಾರಂಭದಲ್ಲಿ ನಿಕಟಪೂರ್ವ ಅಧ್ಯಕ್ಷ ಶಿವಶಂಕರಪ್ಪ ಅವರನ್ನು ಆತ್ಮೀಯವಾಗಿ ಸನ್ಮಾನಿಸಲಾಯಿತು. [774, 865, 1007, 962]
program-item: ವಿದ್ಯುತ್ ವ್ಯತ್ಯಯ [114, 517, 202, 535]
schedule-paragraph: ಬೆಳಿಗ್ಗೆ ೬-೦೫ ಲಲಿತಾರ ಚಿಂತನ, ೬-೦೫ ಶುಭೋದಯ ಕರ್ನಾಟಕ, ೬-೪೫ ಕೆ.ಎಸ್.ಚೈತ್ರರಿಂದ ಹೆಲ್ತ್‌ಸೂತ್ರ, ೭-೦೫ ಭಾವಗೀತೆ, ೭-೪೫ ಚಿತ್ರಗೀತೆ, ೮-೩೦ ಎಂ. ಲಕ್ಷ್ಮಿರಿಂದ ವೀಣಾವಾದನ, ೯-೦೦ ಬಾಲ್ಯಕಾಲ ವಿಸ್ಮಯ ಕುರಿತು ಗಿರೀಶ್ ಲಿಂಗಣ್ಣರಿಂದ ಮಾಹಿತಿ, ೯-೦೫ ಚಿತ್ರಗೀತೆ, ೯-೩೦ ಆಕಾಶಗಂಗೆ, ೧೧-೦೦ ಯಾದೋಂ ಕಿ ಬಾರಾತ್, ೧೧.೩೦ ಉಮಂಗ್. [1269, 153, 1461, 338]
program-item: ಸುದೀಪ್, ಸುನಿಲ್‌ಶೆಟ್ಟಿ ಅಕಾಂಕ್ಷಾ ಸಿಂಗ್ ಇತರರು ಇಂದು ರಾತ್ರಿ ೮ ಘಂಟೆಗೆ [261, 915, 391, 965]
akashavani-schedule [1269, 151, 1461, 661]
paragraph: ವೇಮಗೇಪಲ್ಲಿ ಆ ೧೩ [800, 1917, 886, 1933]
paragraph: ೨೦ರಿಂದ ೩೦ ವರ್ಷ ಕಾರ್ಯ ನಿರ್ವಹಿಸಿದ ಶಿಕ್ಷಕರಿಗೆ ಬಡ್ತಿ ನೀಡುತ್ತಿಲ್ಲ. ವಿದ್ಯಾರ್ಹತೆ ಹಾಗೂ ಸೇವಾವಧಿ ಆಧರಿಸಿ ಶಿಕ್ಷಕರಿಗೆ ಬಡ್ತಿ ನೀಡಬೇಕು. ಗ್ರಾಮೀಣ-ನಗರ ಶಿಕ್ಷಕರ ವರ್ಗಾವಣೆಗೆ ರೋಸ್ಟರ್ ಪಾಲಿಸದಿದ್ದರೆ ಕಾನೂನು ಹೋರಾಟ ಮಾಡಲಾಗುವುದು' ಎಂದು ಎಚ್ಚರಿಸಿದರು. [982, 1917, 1174, 2026]
program-item: ಟೀಕಾಲೋಕ [289, 1877, 363, 1899]
commodity-name: ಚಪ್ಪರದವರೆ [1268, 1052, 1325, 1070]
teachers-headline: ಪ್ರಾಥಮಿಕ ಶಿಕ್ಷಕರ ನ್ಯಾಯಯುತ ಬೇಡಿಕೆ ಪೂರೈಸಲು ಬೆಂಗಳೂರು ಚಲೋಗೆ ಚಾಲನೆ [794, 1856, 1159, 1909]
paragraph: ಪ್ರಾಥಮಿಕ ಶಿಕ್ಷಕರ ಸಂಘದ ಅಧ್ಯಕ್ಷ ಬಯ್ಯಾರೆಡ್ಡಿ, ಪ್ರಧಾನ ಕಾರ್ಯದರ್ಶಿ ಶಿವಣ್ಣ, ಜಿಲ್ಲಾ ಖಜಾಂಚಿ ರೆಡ್ಡಪ್ಪ, ತಾಲೂಕು ಉಪಾಧ್ಯಕ್ಷರಾದ ಆನಂದ್ ಮತ್ತಿತರರಿದ್ದರು. [1041, 305, 1252, 376]
price-range: 1000-1200 [1388, 1030, 1463, 1050]
paragraph: ಇದರ ವಿರುದ್ಧ ನಮ್ಮ ಕೂಗು ಆಗಿದ್ದು ಅವರಿಗೆ ನ್ಯಾಯ ಸಿಗುವವರೆಗೂ ನಮ್ಮ ಈ ಚಳವಳಿ ಮುಂದುವರೆಯಲಿದೆ ಎಂದರು. [756, 1666, 926, 1743]
market-row [1268, 1118, 1463, 1141]
page-label: ದ್ವಿತೀಯ ಪುಟ [190, 53, 273, 73]
section-chitralahari-bottom [1115, 1900, 1473, 2433]
program-item: ◆ ಕಿತ್ತುಹೋದ ಟ್ರಸ್ಟ್‌ಗೇಟ್. (ಶೀರ್ಷಿಕೆ) [253, 2018, 399, 2050]
price-range: 600-1000 [1397, 941, 1463, 961]
program-item [261, 1227, 391, 1229]
market-date: ದಿ. ೧೩-೮-೨೦೨೪ರಂದು ಪ್ರತಿ ಕ್ವಿಂ.ಗೆ [1281, 852, 1449, 868]
program-item: ಸ್ಟಾರ್ ಸುವರ್ಣ [288, 1115, 364, 1133]
price-range: 1500-2000 [1388, 1187, 1463, 1205]
paper-name: ಕೋಲಾರ ಪತ್ರಿಕೆ [79, 53, 171, 73]
program-item [83, 1362, 232, 1364]
good-word-author: – ಯಶಸ್ತಿಲಕ [280, 222, 341, 239]
srini-body [1041, 145, 1252, 378]
program-item [255, 1861, 397, 1867]
hani-box [66, 245, 353, 435]
hani-title: ಇಂದಿನ ಹನಿ [160, 255, 259, 283]
market-row [1268, 939, 1463, 962]
commodity-name: ಬೆಂಡೆಕಾಯಿ [1268, 1186, 1324, 1204]
price-range: 1500-3000 [1388, 1075, 1463, 1095]
program-title: ಇಂದಿನ ಕಾರ್ಯಕ್ರಮ [123, 456, 347, 494]
commodity-name: ಕ್ಯಾರೆಟ್ [1268, 1007, 1306, 1025]
commodity-name: ಎಲೆಕೋಸು [1268, 985, 1323, 1003]
program-item: ಖಾಕಿ [144, 1683, 171, 1702]
good-word-title: ಇಂದಿನ ಒಳ್ಳೇ ಮಾತು [120, 97, 299, 127]
program-item: ವಿಕ್ರಂಕಾರ್ತಿ, ಐಶ್ವರ್ಯ ರೈ, ತ್ರಿಷಾ, ಶರತ್‌ಕುಮಾರ್ [91, 1322, 224, 1354]
price-range: 600-1000 [1397, 986, 1463, 1006]
program-item: ಗದ್ದರ್-೨ [301, 1058, 351, 1077]
price-range: 1500-2500 [1388, 963, 1463, 983]
price-range: 1500-2500 [1388, 1053, 1463, 1073]
program-item: ಕವಿರತ್ನ ಕಾಳಿದಾಸ [113, 1213, 202, 1231]
paragraph: ಶ್ರೀನಿವಾಸಪುರ ಆ ೧೩ – ತಾಲ್ಲೂಕಿನ ಮಣಿಗಾನಹಳ್ಳಿ ವಿವಿಧೋದ್ದೇಶ ಪ್ರಾಥಮಿಕ ಕೃಷಿ ಗ್ರಾಮೀಣ ಸಹಕಾರ ಸಂಘದ ನಿರ್ದೇಶಕರ ಸ್ಥಾನಗಳಿಗೆ ನಡೆದ ಚುನಾವಣೆಯಲ್ಲಿ ಹೆಚ್ಚು ಮತ ಪಡೆದು ೧೨ ಮಂದಿ ಆಯ್ಕೆಯಾಗಿದ್ದಾರೆಂದು ಚುನಾವಣಾ ಅಧಿಕಾರಿ ಅಭಿದ್ ಹುಸೇನ್ ಮಾಹಿತಿ ನೀಡಿದ್ದಾರೆ. [410, 1920, 773, 1997]
program-item: ತಾಯಿಗೆ ತಕ್ಕ ಮಗ [280, 806, 372, 825]
tekal-col3 [936, 1664, 1105, 1773]
